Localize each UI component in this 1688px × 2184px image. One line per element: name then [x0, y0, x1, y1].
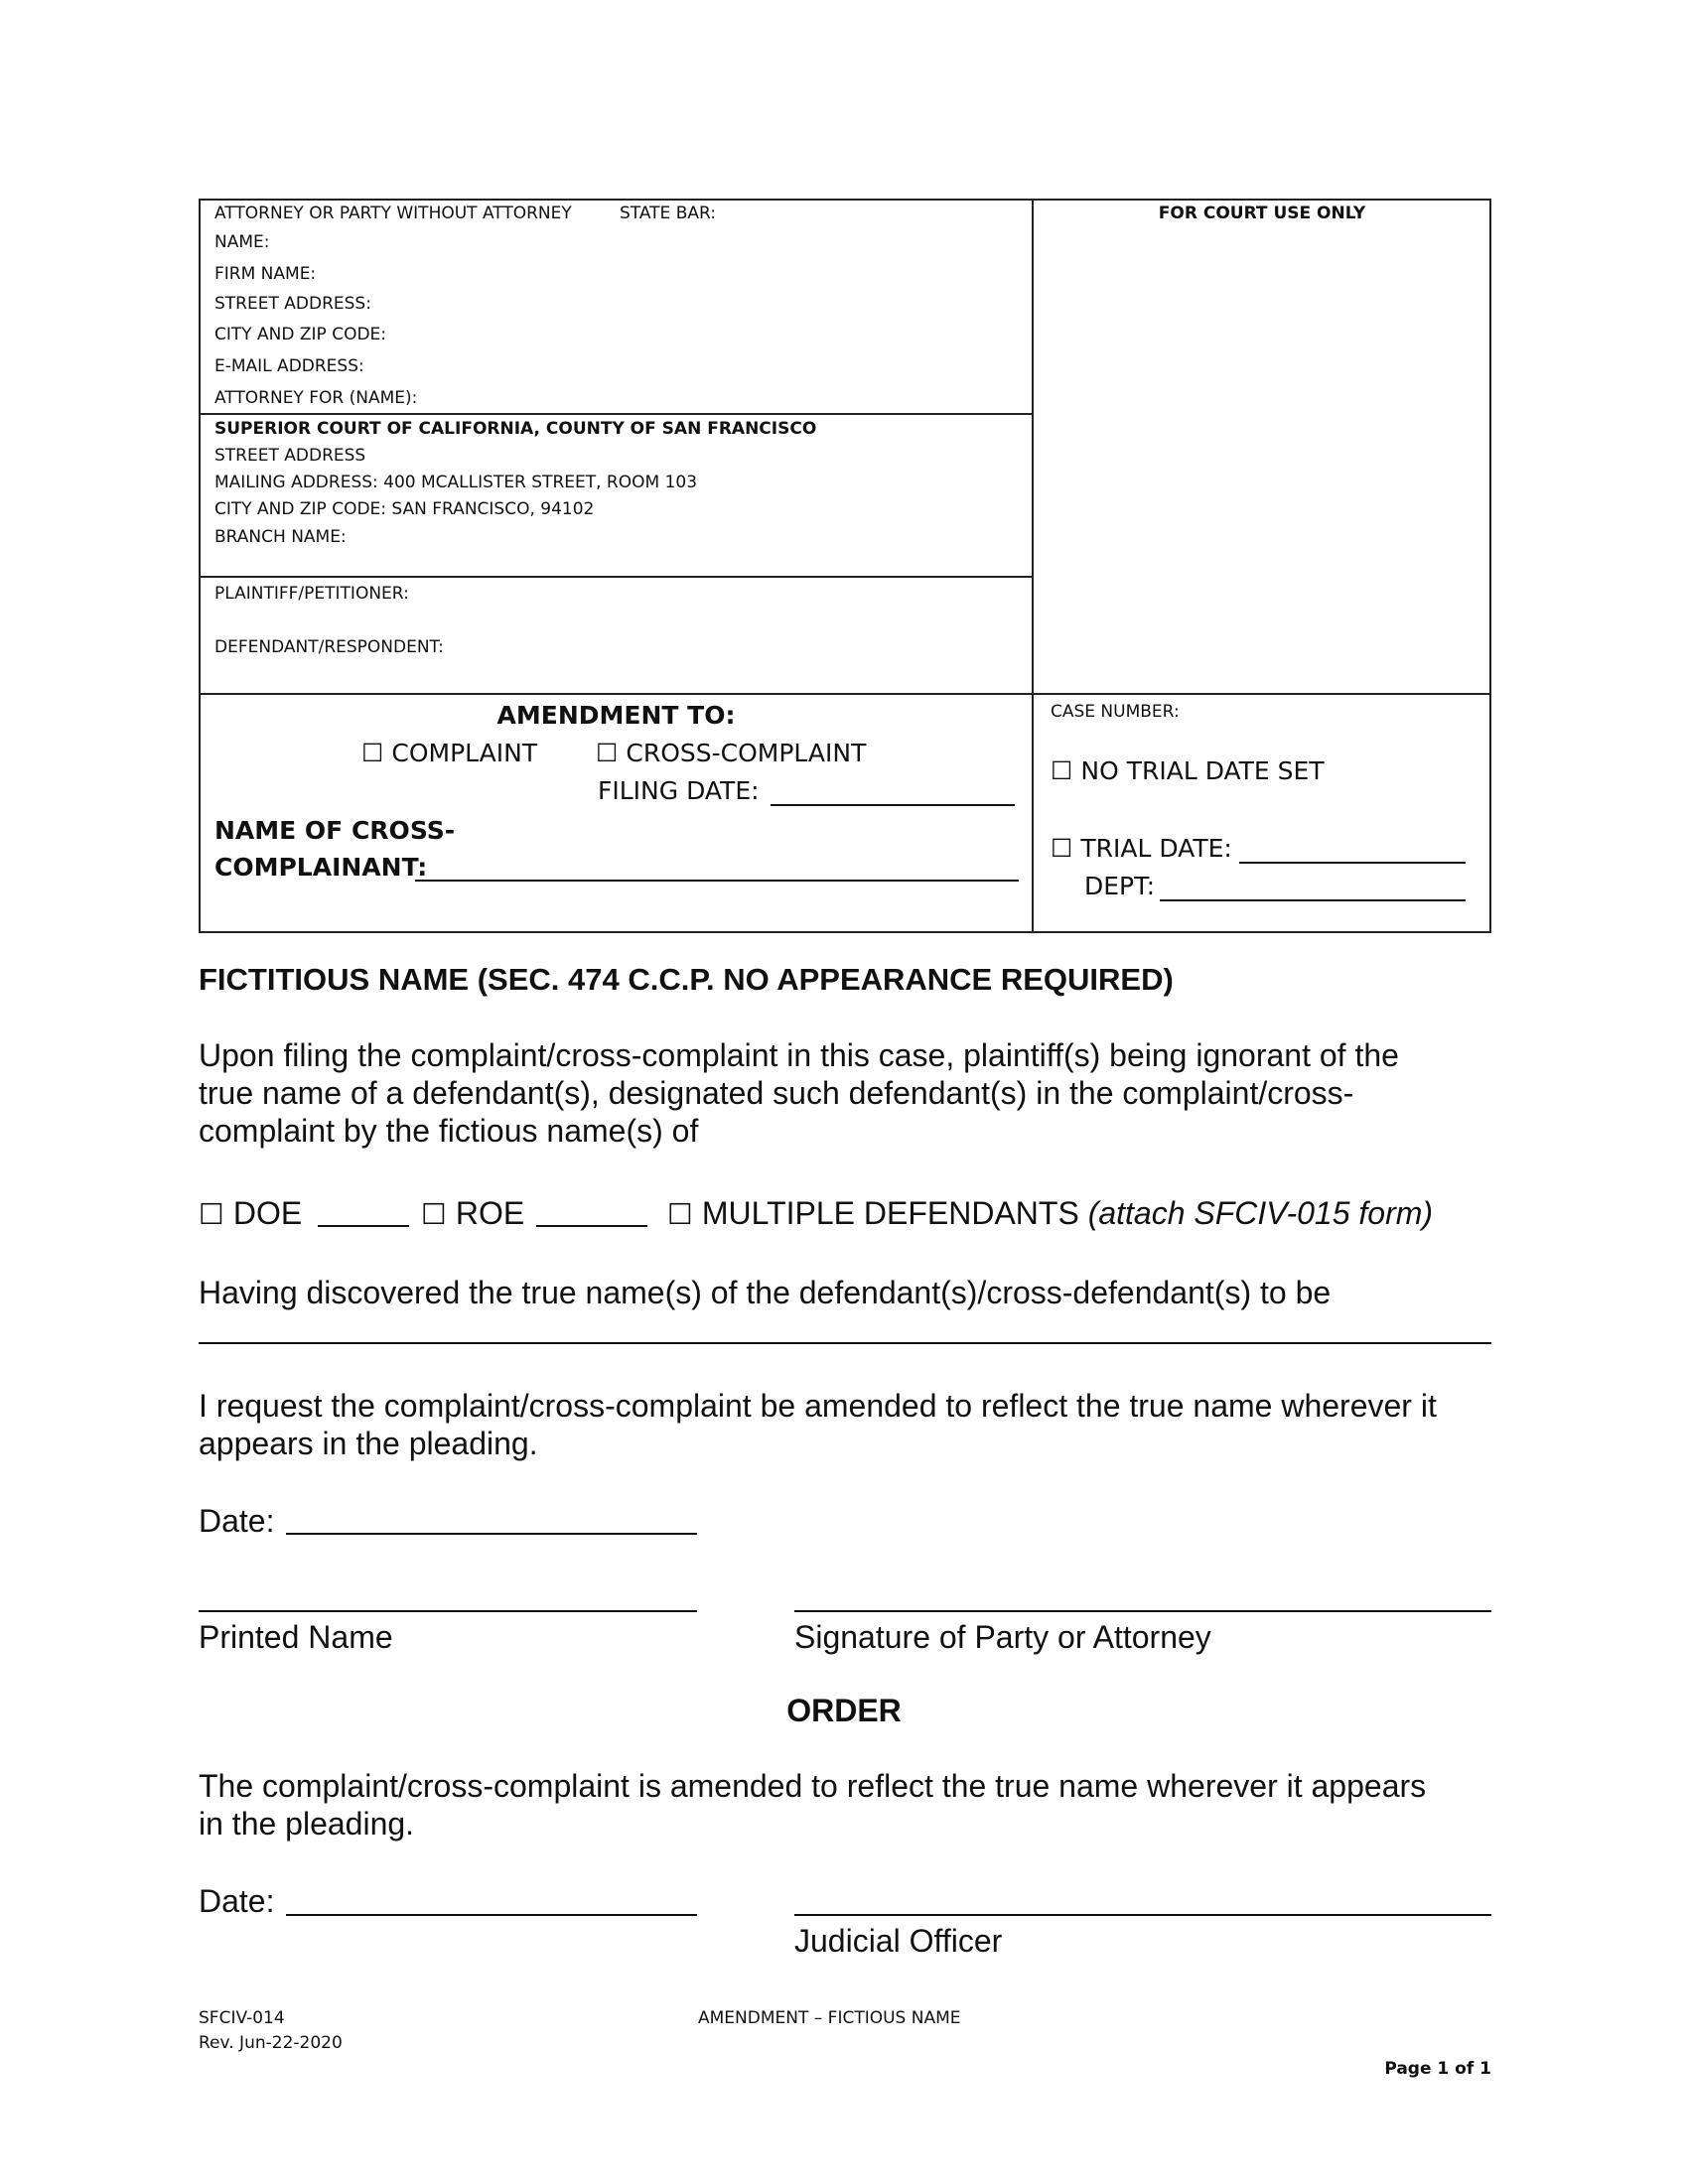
judicial-officer-field[interactable] [794, 1914, 1491, 1916]
true-name-field[interactable] [199, 1342, 1491, 1344]
divider-court-parties [199, 576, 1034, 578]
cross-complainant-field[interactable] [415, 880, 1019, 882]
request-paragraph [199, 1387, 1437, 1462]
cross-complaint-label: CROSS-COMPLAINT [626, 739, 867, 767]
roe-checkbox[interactable]: ☐ [421, 1197, 447, 1231]
doe-option[interactable] [199, 1194, 302, 1233]
page-number: Page 1 of 1 [1384, 2059, 1491, 2079]
complaint-checkbox[interactable]: ☐ [361, 739, 384, 767]
form-id: SFCIV-014 [199, 2008, 285, 2028]
city-zip-label: CITY AND ZIP CODE: [214, 325, 387, 344]
trial-date-field[interactable] [1239, 862, 1466, 864]
attorney-for-label: ATTORNEY FOR (NAME): [214, 388, 418, 408]
dept-field[interactable] [1160, 899, 1466, 901]
filing-date-label: FILING DATE: [598, 776, 760, 805]
complaint-label: COMPLAINT [391, 739, 538, 767]
court-use-label: FOR COURT USE ONLY [1158, 204, 1366, 223]
order-date-field[interactable] [286, 1914, 697, 1916]
intro-line-2: true name of a defendant(s), designated such defendant(s) in the complaint/cross- [199, 1075, 1354, 1111]
court-name: SUPERIOR COURT OF CALIFORNIA, COUNTY OF SAN FRANCISCO [214, 419, 817, 439]
order-paragraph [199, 1767, 1426, 1843]
fictitious-name-heading: FICTITIOUS NAME (SEC. 474 C.C.P. NO APPEARANCE REQUIRED) [199, 962, 1174, 997]
caption-column-divider [1032, 199, 1034, 933]
no-trial-date-option[interactable] [1051, 758, 1325, 783]
defendant-label: DEFENDANT/RESPONDENT: [214, 637, 444, 657]
judicial-officer-label: Judicial Officer [794, 1923, 1003, 1959]
plaintiff-label: PLAINTIFF/PETITIONER: [214, 584, 409, 604]
order-line-2: in the pleading. [199, 1806, 415, 1842]
date-label: Date: [199, 1503, 275, 1539]
doe-number-field[interactable] [318, 1225, 409, 1227]
amendment-title: AMENDMENT TO: [496, 701, 736, 730]
email-label: E-MAIL ADDRESS: [214, 356, 364, 376]
roe-number-field[interactable] [536, 1225, 647, 1227]
no-trial-date-checkbox[interactable]: ☐ [1051, 756, 1073, 785]
signature-label: Signature of Party or Attorney [794, 1619, 1211, 1655]
printed-name-field[interactable] [199, 1610, 697, 1612]
roe-option[interactable] [421, 1194, 524, 1233]
divider-parties-amendment [199, 693, 1491, 695]
intro-line-3: complaint by the fictious name(s) of [199, 1113, 699, 1149]
case-number-label: CASE NUMBER: [1051, 702, 1180, 722]
court-city-zip: CITY AND ZIP CODE: SAN FRANCISCO, 94102 [214, 499, 595, 519]
cross-complainant-label-2: COMPLAINANT: [214, 853, 428, 882]
divider-attorney-court [199, 413, 1034, 415]
doe-checkbox[interactable]: ☐ [199, 1197, 224, 1231]
dept-label: DEPT: [1084, 872, 1156, 900]
doe-label: DOE [232, 1195, 303, 1231]
complaint-option[interactable] [361, 741, 537, 765]
discovered-text: Having discovered the true name(s) of the defendant(s)/cross-defendant(s) to be [199, 1275, 1332, 1310]
attach-form-note: (attach SFCIV-015 form) [1087, 1195, 1434, 1231]
multiple-defendants-option[interactable] [667, 1194, 1433, 1233]
multiple-defendants-label: MULTIPLE DEFENDANTS [701, 1195, 1079, 1231]
order-date-label: Date: [199, 1883, 275, 1919]
request-line-1: I request the complaint/cross-complaint be amended to reflect the true name wherever it [199, 1388, 1437, 1424]
roe-label: ROE [455, 1195, 525, 1231]
attorney-title: ATTORNEY OR PARTY WITHOUT ATTORNEY [214, 204, 572, 223]
name-label: NAME: [214, 232, 270, 252]
intro-paragraph [199, 1036, 1399, 1150]
request-line-2: appears in the pleading. [199, 1426, 538, 1461]
signature-field[interactable] [794, 1610, 1491, 1612]
cross-complaint-option[interactable] [596, 741, 866, 765]
trial-date-label: TRIAL DATE: [1080, 834, 1232, 863]
date-field[interactable] [286, 1533, 697, 1535]
order-line-1: The complaint/cross-complaint is amended to reflect the true name wherever it appears [199, 1768, 1427, 1804]
street-address-label: STREET ADDRESS: [214, 294, 371, 314]
multiple-defendants-checkbox[interactable]: ☐ [667, 1197, 693, 1231]
form-revision: Rev. Jun-22-2020 [199, 2033, 343, 2053]
state-bar-label: STATE BAR: [620, 204, 717, 223]
trial-date-checkbox[interactable]: ☐ [1051, 834, 1073, 863]
no-trial-date-label: NO TRIAL DATE SET [1080, 756, 1325, 785]
filing-date-field[interactable] [771, 804, 1015, 806]
order-heading: ORDER [786, 1693, 902, 1728]
trial-date-option[interactable] [1051, 836, 1232, 861]
cross-complainant-label-1: NAME OF CROSS- [214, 816, 456, 845]
intro-line-1: Upon filing the complaint/cross-complaint in this case, plaintiff(s) being ignorant of the [199, 1037, 1399, 1073]
court-branch: BRANCH NAME: [214, 527, 347, 547]
printed-name-label: Printed Name [199, 1619, 393, 1655]
court-street: STREET ADDRESS [214, 446, 366, 466]
cross-complaint-checkbox[interactable]: ☐ [596, 739, 619, 767]
form-title: AMENDMENT – FICTIOUS NAME [698, 2008, 961, 2028]
firm-name-label: FIRM NAME: [214, 264, 317, 284]
court-mailing: MAILING ADDRESS: 400 MCALLISTER STREET, ROOM 103 [214, 473, 698, 492]
